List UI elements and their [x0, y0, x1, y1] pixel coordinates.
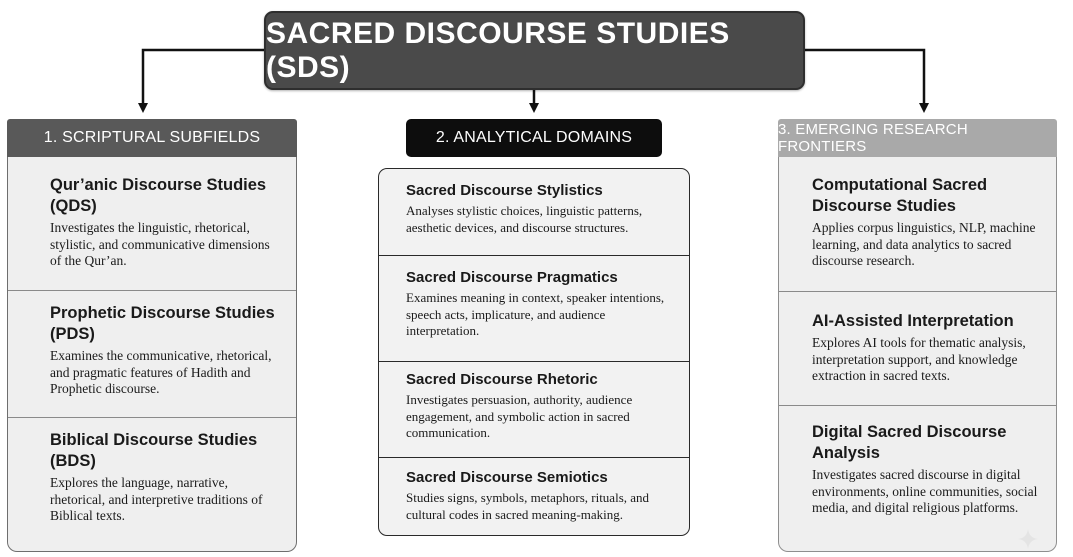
stylistics-description: Analyses stylistic choices, linguistic patterns, aesthetic devices, and discourse structures. [406, 203, 643, 235]
scriptural-subfields-box [7, 157, 297, 552]
digital-analysis-description: Investigates sacred discourse in digital environments, online communities, social media, and digital religious platforms. [812, 467, 1038, 515]
ai-interpretation-section [812, 311, 1042, 385]
stylistics-title: Sacred Discourse Stylistics [406, 182, 603, 199]
qds-description: Investigates the linguistic, rhetorical, stylistic, and communicative dimensions of the Qur’an. [50, 220, 270, 268]
scriptural-subfields-header: 1. SCRIPTURAL SUBFIELDS [7, 119, 297, 157]
semiotics-section [406, 468, 677, 523]
pds-description: Examines the communicative, rhetorical, and pragmatic features of Hadith and Prophetic discourse. [50, 348, 272, 396]
rhetoric-title: Sacred Discourse Rhetoric [406, 371, 598, 388]
divider [8, 417, 296, 418]
pragmatics-title: Sacred Discourse Pragmatics [406, 269, 618, 286]
computational-description: Applies corpus linguistics, NLP, machine learning, and data analytics to sacred discourse research. [812, 220, 1036, 268]
computational-title: Computational Sacred Discourse Studies [812, 176, 988, 215]
divider [379, 255, 689, 256]
research-frontiers-box [778, 157, 1057, 552]
semiotics-title: Sacred Discourse Semiotics [406, 469, 608, 486]
bds-title: Biblical Discourse Studies (BDS) [50, 431, 258, 470]
divider [8, 290, 296, 291]
pragmatics-description: Examines meaning in context, speaker intentions, speech acts, implicature, and audience interpretation. [406, 290, 665, 338]
divider [779, 291, 1056, 292]
main-title: SACRED DISCOURSE STUDIES (SDS) [264, 11, 805, 90]
pds-section [50, 303, 282, 398]
semiotics-description: Studies signs, symbols, metaphors, rituals, and cultural codes in sacred meaning-making. [406, 490, 650, 522]
research-frontiers-header: 3. EMERGING RESEARCH FRONTIERS [778, 119, 1057, 157]
pragmatics-section [406, 268, 677, 340]
digital-analysis-section [812, 422, 1042, 517]
analytical-domains-box [378, 168, 690, 536]
qds-section [50, 175, 282, 270]
qds-title: Qur’anic Discourse Studies (QDS) [50, 176, 267, 215]
pds-title: Prophetic Discourse Studies (PDS) [50, 304, 275, 343]
divider [379, 457, 689, 458]
arrow-to-scriptural-subfields [143, 50, 264, 108]
rhetoric-description: Investigates persuasion, authority, audience engagement, and symbolic action in sacred communication. [406, 392, 633, 440]
digital-analysis-title: Digital Sacred Discourse Analysis [812, 423, 1007, 462]
sparkle-icon [1017, 528, 1039, 550]
bds-description: Explores the language, narrative, rhetorical, and interpretive traditions of Biblical texts. [50, 475, 263, 523]
rhetoric-section [406, 370, 677, 442]
ai-interpretation-title: AI-Assisted Interpretation [812, 312, 1014, 330]
bds-section [50, 430, 282, 525]
analytical-domains-header: 2. ANALYTICAL DOMAINS [406, 119, 662, 157]
computational-section [812, 175, 1042, 270]
ai-interpretation-description: Explores AI tools for thematic analysis, interpretation support, and knowledge extraction in sacred texts. [812, 335, 1026, 383]
arrow-to-research-frontiers [805, 50, 924, 108]
divider [379, 361, 689, 362]
divider [779, 405, 1056, 406]
stylistics-section [406, 181, 677, 236]
